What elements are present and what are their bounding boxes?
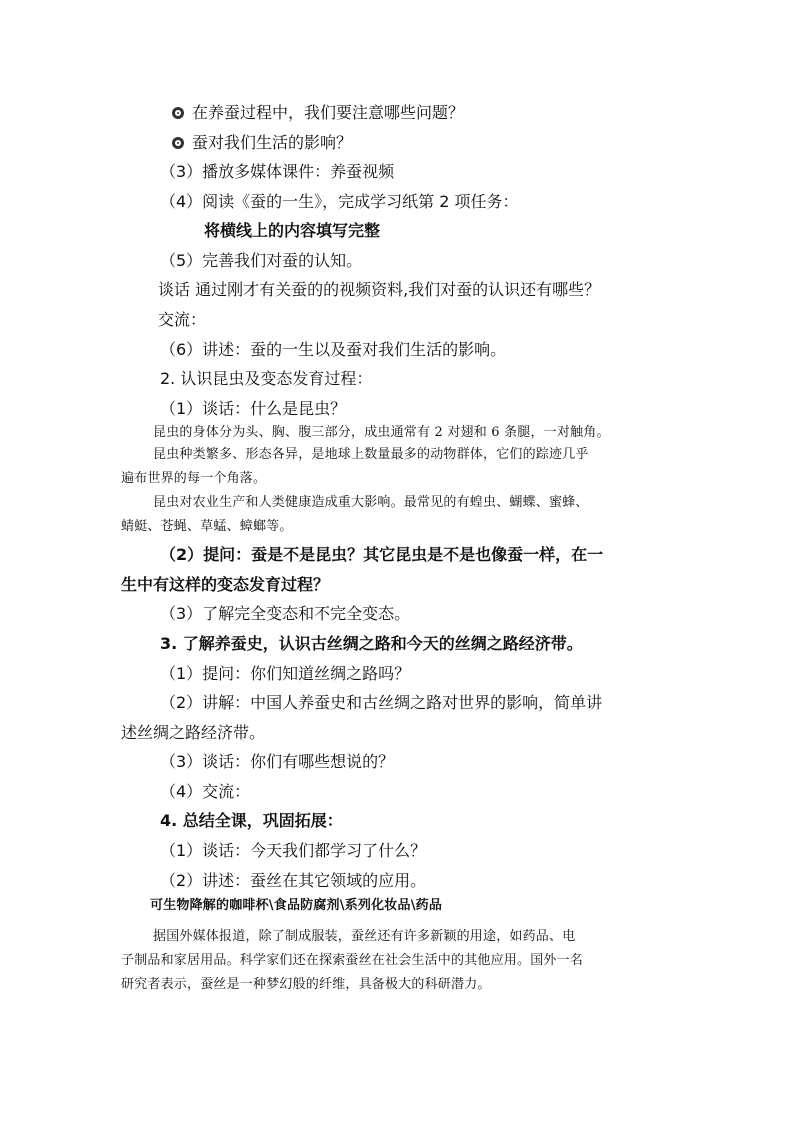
- section-4-step-2: （2）讲述：蚕丝在其它领域的应用。: [160, 871, 427, 890]
- insect-text-5: 蜻蜓、苍蝇、草蜢、蟑螂等。: [121, 519, 293, 534]
- talk-line: 谈话 通过刚才有关蚕的的视频资料,我们对蚕的认识还有哪些？: [158, 280, 601, 299]
- step-3-line: （3）播放多媒体课件：养蚕视频: [160, 162, 395, 181]
- section-3-step-4: （4）交流：: [160, 782, 251, 801]
- bullet-text: 蚕对我们生活的影响？: [192, 133, 353, 152]
- circle-bullet-icon: [172, 137, 184, 149]
- section-2-step-1: （1）谈话：什么是昆虫？: [160, 399, 347, 418]
- insect-text-4: 昆虫对农业生产和人类健康造成重大影响。最常见的有蝗虫、蝴蝶、蜜蜂、: [153, 495, 589, 510]
- section-3-step-2b: 述丝绸之路经济带。: [121, 723, 266, 742]
- section-3-step-3: （3）谈话：你们有哪些想说的？: [160, 752, 395, 771]
- section-4-step-1: （1）谈话：今天我们都学习了什么？: [160, 841, 427, 860]
- section-2-heading: 2. 认识昆虫及变态发育过程：: [160, 369, 373, 388]
- bullet-text: 在养蚕过程中，我们要注意哪些问题？: [192, 103, 465, 122]
- insect-text-1: 昆虫的身体分为头、胸、腹三部分，成虫通常有 2 对翅和 6 条腿，一对触角。: [153, 425, 610, 440]
- silk-text-2: 子制品和家居用品。科学家们还在探索蚕丝在社会生活中的其他应用。国外一名: [121, 953, 584, 968]
- silk-text-1: 据国外媒体报道，除了制成服装，蚕丝还有许多新颖的用途，如药品、电: [153, 929, 576, 944]
- step-6-line: （6）讲述：蚕的一生以及蚕对我们生活的影响。: [160, 340, 507, 359]
- bullet-item-1: [172, 103, 464, 123]
- section-3-step-2a: （2）讲解：中国人养蚕史和古丝绸之路对世界的影响，简单讲: [160, 693, 603, 712]
- section-4-heading: 4. 总结全课，巩固拓展：: [160, 811, 343, 830]
- circle-bullet-icon: [172, 107, 184, 119]
- silk-text-3: 研究者表示，蚕丝是一种梦幻般的纤维，具备极大的科研潜力。: [121, 977, 491, 992]
- exchange-line: 交流：: [158, 310, 207, 329]
- section-2-step-2a: （2）提问：蚕是不是昆虫？其它昆虫是不是也像蚕一样，在一: [160, 545, 604, 564]
- bullet-item-2: [172, 133, 352, 153]
- task-instruction: 将横线上的内容填写完整: [204, 221, 381, 240]
- section-3-step-1: （1）提问：你们知道丝绸之路吗？: [160, 664, 411, 683]
- section-2-step-3: （3）了解完全变态和不完全变态。: [160, 604, 411, 623]
- step-5-line: （5）完善我们对蚕的认知。: [160, 251, 363, 270]
- insect-text-3: 遍布世界的每一个角落。: [121, 471, 267, 486]
- section-3-heading: 3. 了解养蚕史，认识古丝绸之路和今天的丝绸之路经济带。: [160, 634, 583, 653]
- silk-uses-heading: 可生物降解的咖啡杯\食品防腐剂\系列化妆品\药品: [150, 898, 443, 913]
- insect-text-2: 昆虫种类繁多、形态各异，是地球上数量最多的动物群体，它们的踪迹几乎: [153, 447, 589, 462]
- step-4-line: （4）阅读《蚕的一生》，完成学习纸第 2 项任务：: [160, 192, 519, 211]
- section-2-step-2b: 生中有这样的变态发育过程？: [121, 575, 330, 594]
